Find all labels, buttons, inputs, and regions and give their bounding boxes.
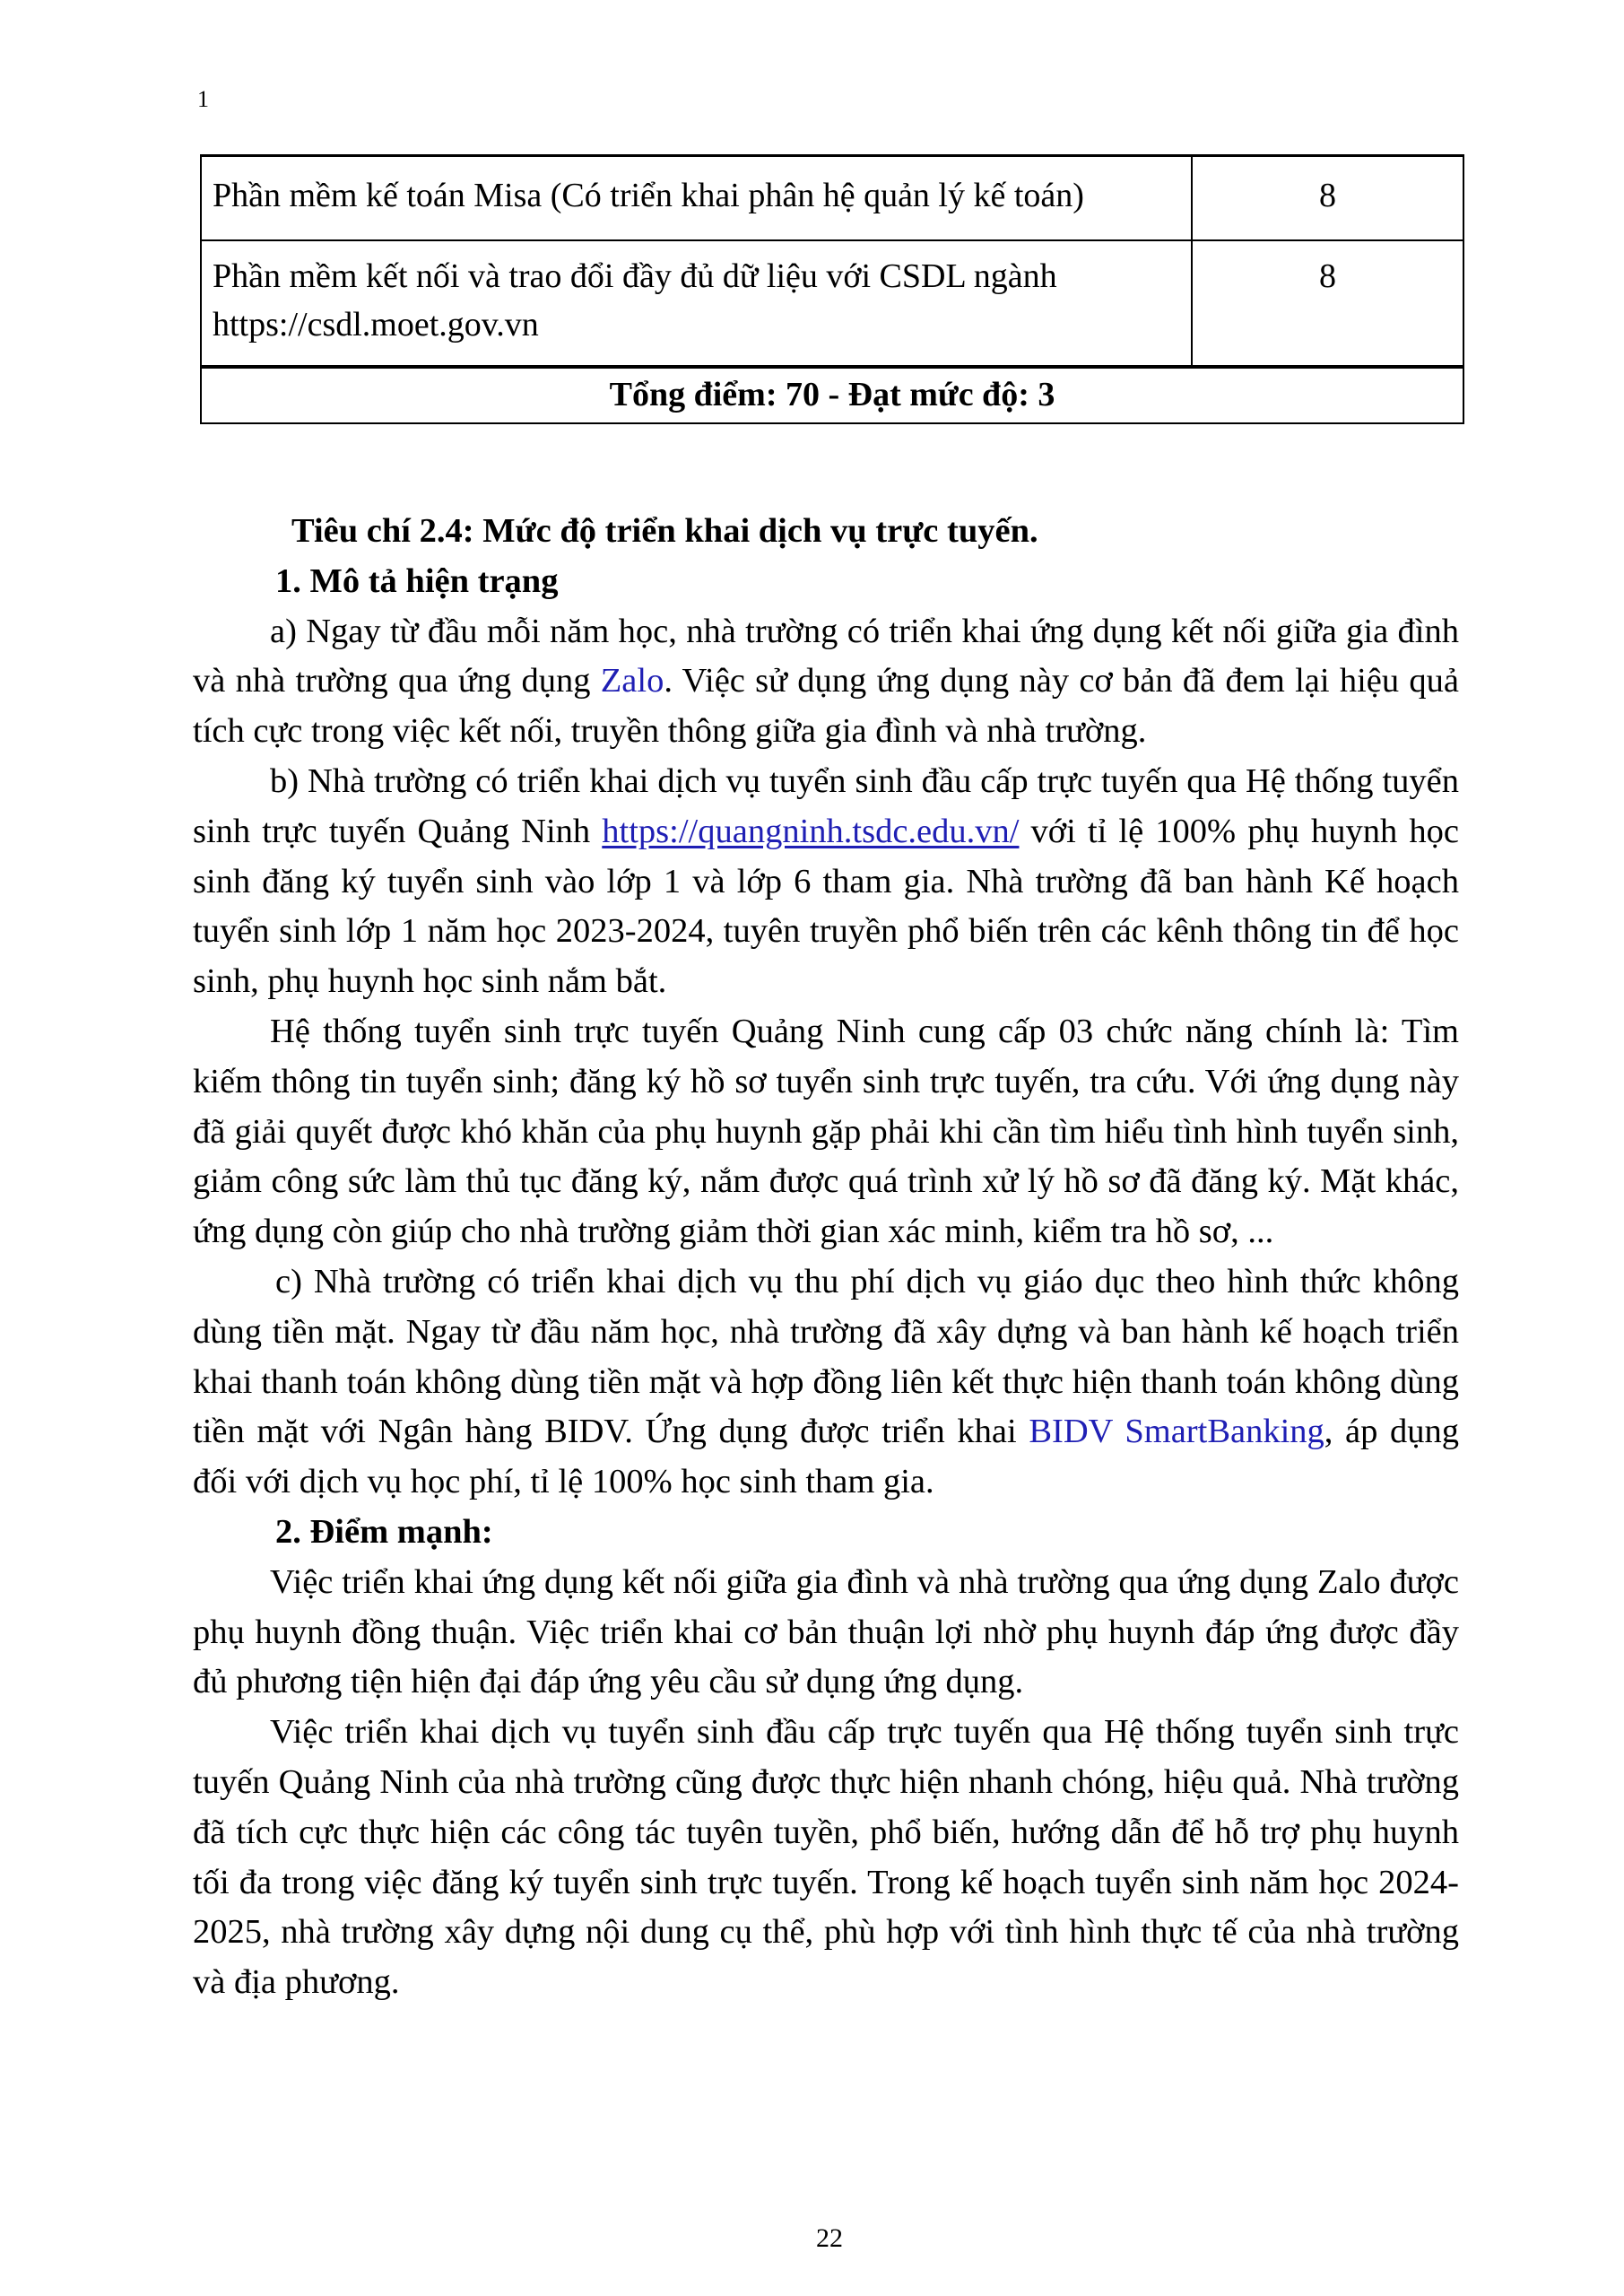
paragraph-a-text-end: . Việc sử dụng ứng dụng này cơ bản đã đem lại hiệu quả tích cực trong việc kết nối, truyền thông giữa gia đình và nhà trường. bbox=[193, 662, 1459, 751]
subsection-title-strengths: 2. Điểm mạnh: bbox=[275, 1512, 493, 1551]
table-cell-points: 8 bbox=[1192, 156, 1463, 240]
corner-number: 1 bbox=[197, 86, 209, 112]
bidv-app-name: BIDV SmartBanking bbox=[1029, 1413, 1324, 1451]
table-cell-points: 8 bbox=[1192, 240, 1463, 367]
paragraph-c-text: c) Nhà trường có triển khai dịch vụ thu phí dịch vụ giáo dục theo hình thức không dùng tiền mặt. Ngay từ đầu năm học, nhà trường đã xây dựng và ban hành kế hoạch triển khai thanh toán không dùng tiền mặt và hợp đồng liên kết thực hiện thanh toán không dùng tiền mặt với Ngân hàng BIDV. Ứng dụng được triển khai bbox=[193, 1262, 1459, 1451]
page-number: 22 bbox=[816, 2223, 843, 2253]
table-cell-item-line: Phần mềm kết nối và trao đổi đầy đủ dữ liệu với CSDL ngành bbox=[213, 257, 1057, 295]
criterion-title: Tiêu chí 2.4: Mức độ triển khai dịch vụ trực tuyến. bbox=[291, 512, 1038, 550]
score-table bbox=[200, 154, 1464, 424]
paragraph-c-text-end: , áp dụng đối với dịch vụ học phí, tỉ lệ 100% học sinh tham gia. bbox=[193, 1413, 1459, 1501]
paragraph-a bbox=[193, 607, 1459, 757]
paragraph-b-text-end: với tỉ lệ 100% phụ huynh học sinh đăng ký tuyển sinh vào lớp 1 và lớp 6 tham gia. Nhà trường đã ban hành Kế hoạch tuyển sinh lớp 1 năm học 2023-2024, tuyên truyền phổ biến trên các kênh thông tin để học sinh, phụ huynh học sinh nắm bắt. bbox=[193, 812, 1459, 1001]
paragraph-b bbox=[193, 757, 1459, 1007]
table-row bbox=[201, 240, 1463, 367]
table-total-row bbox=[201, 367, 1463, 423]
table-cell-item-url: https://csdl.moet.gov.vn bbox=[213, 305, 539, 344]
strength-paragraph: Việc triển khai ứng dụng kết nối giữa gia đình và nhà trường qua ứng dụng Zalo được phụ huynh đồng thuận. Việc triển khai cơ bản thuận lợi nhờ phụ huynh đáp ứng được đầy đủ phương tiện hiện đại đáp ứng yêu cầu sử dụng ứng dụng. bbox=[193, 1562, 1459, 1701]
document-body bbox=[193, 507, 1459, 2008]
table-row bbox=[201, 156, 1463, 240]
subsection-title-status: 1. Mô tả hiện trạng bbox=[275, 561, 559, 600]
paragraph-system: Hệ thống tuyển sinh trực tuyến Quảng Ninh cung cấp 03 chức năng chính là: Tìm kiếm thông tin tuyển sinh; đăng ký hồ sơ tuyển sinh trực tuyến, tra cứu. Với ứng dụng này đã giải quyết được khó khăn của phụ huynh gặp phải khi cần tìm hiểu tình hình tuyển sinh, giảm công sức làm thủ tục đăng ký, nắm được quá trình xử lý hồ sơ đã đăng ký. Mặt khác, ứng dụng còn giúp cho nhà trường giảm thời gian xác minh, kiểm tra hồ sơ, ... bbox=[193, 1012, 1459, 1251]
zalo-app-name: Zalo bbox=[600, 662, 664, 700]
paragraph-a-text: a) Ngay từ đầu mỗi năm học, nhà trường có triển khai ứng dụng kết nối giữa gia đình và nhà trường qua ứng dụng bbox=[193, 612, 1459, 700]
table-total: Tổng điểm: 70 - Đạt mức độ: 3 bbox=[201, 367, 1463, 423]
strength-paragraph: Việc triển khai dịch vụ tuyển sinh đầu cấp trực tuyến qua Hệ thống tuyển sinh trực tuyến Quảng Ninh của nhà trường cũng được thực hiện nhanh chóng, hiệu quả. Nhà trường đã tích cực thực hiện các công tác tuyên tuyền, phổ biến, hướng dẫn để hỗ trợ phụ huynh tối đa trong việc đăng ký tuyển sinh trực tuyến. Trong kế hoạch tuyển sinh năm học 2024-2025, nhà trường xây dựng nội dung cụ thể, phù hợp với tình hình thực tế của nhà trường và địa phương. bbox=[193, 1713, 1459, 2002]
tsdc-link[interactable]: https://quangninh.tsdc.edu.vn/ bbox=[602, 812, 1020, 850]
paragraph-c bbox=[193, 1257, 1459, 1508]
table-cell-item: Phần mềm kế toán Misa (Có triển khai phân hệ quản lý kế toán) bbox=[201, 156, 1192, 240]
table-cell-item bbox=[201, 240, 1192, 367]
paragraph-b-text: b) Nhà trường có triển khai dịch vụ tuyển sinh đầu cấp trực tuyến qua Hệ thống tuyển sinh trực tuyến Quảng Ninh bbox=[193, 761, 1459, 850]
